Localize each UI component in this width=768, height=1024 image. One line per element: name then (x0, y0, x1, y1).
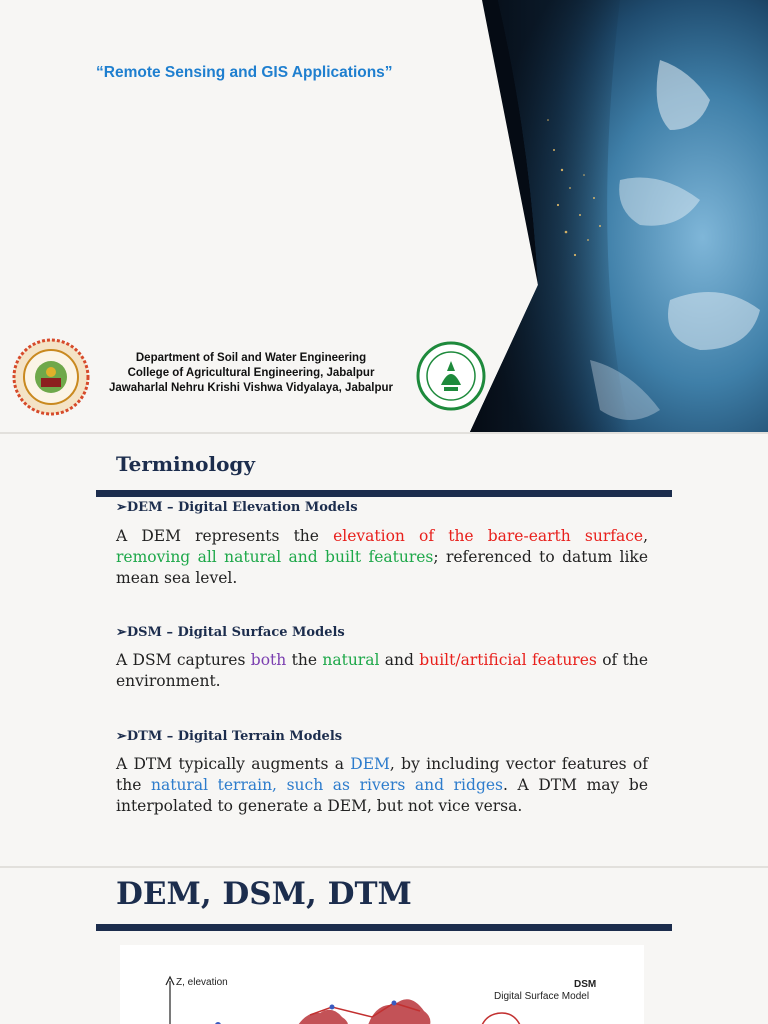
dem-bullet: ➢DEM – Digital Elevation Models (116, 500, 358, 515)
dsm-caption: Digital Surface Model (494, 991, 590, 1002)
slide-heading: DEM, DSM, DTM (116, 876, 412, 912)
dsm-profile-icon (482, 1013, 520, 1024)
elevation-model-diagram (120, 945, 644, 1024)
university-name: Jawaharlal Nehru Krishi Vishwa Vidyalaya, Jabalpur (108, 382, 393, 394)
college-logo (12, 338, 90, 416)
college-name: College of Agricultural Engineering, Jabalpur (127, 367, 375, 379)
tree-canopy-icon (215, 999, 430, 1024)
heading-rule (96, 490, 672, 497)
terminology-slide (0, 434, 768, 866)
slide-heading: Terminology (116, 452, 256, 476)
presentation-title: “Remote Sensing and GIS Applications” (96, 64, 393, 81)
department-name: Department of Soil and Water Engineering (135, 352, 367, 364)
title-slide (0, 0, 768, 432)
dem-dsm-dtm-slide (0, 868, 768, 1024)
heading-rule (96, 924, 672, 931)
university-logo (416, 341, 486, 411)
dsm-description: A DSM captures both the natural and built/artificial features of the environment. (116, 651, 649, 690)
dsm-bullet: ➢DSM – Digital Surface Models (116, 625, 345, 640)
dsm-label: DSM (574, 979, 597, 990)
dtm-description: A DTM typically augments a DEM, by including vector features of the natural terrain, such as rivers and ridges. A DTM may be interpolated to generate a DEM, but not vice versa. (116, 755, 648, 815)
z-axis-label: Z, elevation (176, 977, 228, 988)
dem-description: A DEM represents the elevation of the bare-earth surface, removing all natural and built features; referenced to datum like mean sea level. (116, 527, 648, 587)
dtm-bullet: ➢DTM – Digital Terrain Models (116, 729, 343, 744)
institution-block (108, 351, 394, 396)
earth-image (470, 0, 768, 432)
diagram-figure (120, 945, 644, 1024)
